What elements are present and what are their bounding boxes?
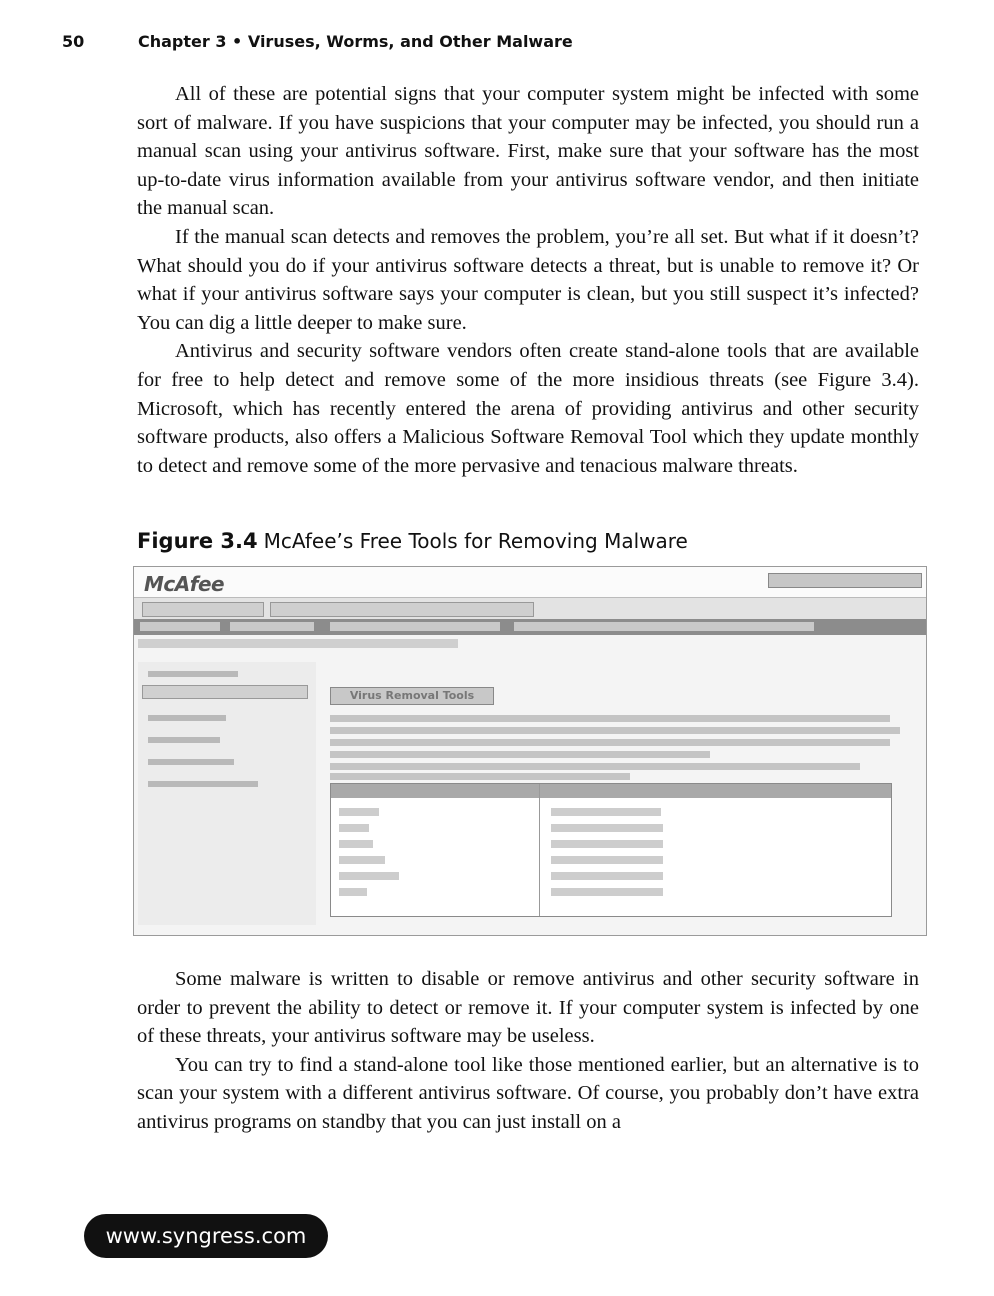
screenshot-table-cell: [551, 888, 663, 896]
screenshot-tabs: [134, 597, 926, 620]
screenshot-breadcrumb: [138, 639, 458, 648]
chapter-title: Chapter 3 • Viruses, Worms, and Other Malware: [138, 32, 573, 51]
paragraph: All of these are potential signs that your computer system might be infected with some sort of malware. If you have suspicions that your computer may be infected, you should run a manual scan using your antivirus software. First, make sure that your software has the most up-to-date virus information available from your antivirus software vendor, and then initiate the manual scan.: [137, 83, 919, 220]
page-number: 50: [62, 32, 85, 51]
screenshot-nav: [134, 619, 926, 635]
screenshot-sidebar-item: [148, 781, 258, 787]
paragraph: Antivirus and security software vendors often create stand-alone tools that are available for free to help detect and remove some of the more insidious threats (see Figure 3.4). Microsoft, which has recently entered the arena of providing antivirus and other security software products, also offers a Malicious Software Removal Tool which they update monthly to detect and remove some of the more pervasive and tenacious malware threats.: [137, 340, 919, 477]
paragraph: Some malware is written to disable or remove antivirus and other security software in order to prevent the ability to detect or remove it. If your computer system is infected by one of these threats, your antivirus software may be useless.: [137, 968, 919, 1048]
screenshot-table-cell: [551, 808, 661, 816]
screenshot-sidebar-item: [148, 759, 234, 765]
screenshot-table-cell: [339, 856, 385, 864]
screenshot-topbar: [134, 567, 926, 597]
screenshot-text-line: [330, 739, 890, 746]
screenshot-table-cell: [339, 824, 369, 832]
body-text-top: [137, 80, 919, 480]
screenshot-table-cell: [339, 840, 373, 848]
screenshot-table-cell: [551, 856, 663, 864]
paragraph: If the manual scan detects and removes the problem, you’re all set. But what if it doesn’t? What should you do if your antivirus software detects a threat, but is unable to remove it? Or what if your antivirus software says your computer is clean, but you still suspect it’s infected? You can dig a little deeper to make sure.: [137, 225, 919, 334]
screenshot-sidebar-item: [148, 737, 220, 743]
screenshot-text-line: [330, 751, 710, 758]
screenshot-tab: [142, 602, 264, 617]
screenshot-nav-item: [514, 622, 814, 631]
screenshot-table-cell: [551, 872, 663, 880]
figure-caption: [137, 529, 688, 553]
body-text-bottom: [137, 965, 919, 1137]
screenshot-sidebar-item: [148, 671, 238, 677]
screenshot-table-cell: [339, 872, 399, 880]
screenshot-nav-item: [230, 622, 314, 631]
figure-screenshot: [133, 566, 927, 936]
screenshot-sidebar-item: [148, 715, 226, 721]
screenshot-sidebar-selected: [142, 685, 308, 699]
screenshot-tab: [270, 602, 534, 617]
screenshot-table-header: [331, 784, 891, 798]
running-header: [62, 32, 573, 51]
screenshot-text-line: [330, 727, 900, 734]
screenshot-table-cell: [339, 888, 367, 896]
screenshot-text-line: [330, 773, 630, 780]
publisher-url-badge: www.syngress.com: [84, 1214, 328, 1258]
screenshot-table: [330, 783, 892, 917]
screenshot-table-cell: [339, 808, 379, 816]
screenshot-nav-item: [140, 622, 220, 631]
screenshot-table-divider: [539, 784, 540, 916]
screenshot-table-cell: [551, 824, 663, 832]
screenshot-sidebar: [138, 662, 316, 925]
screenshot-table-cell: [551, 840, 663, 848]
screenshot-text-line: [330, 715, 890, 722]
screenshot-text-line: [330, 763, 860, 770]
figure-caption-text: McAfee’s Free Tools for Removing Malware: [263, 529, 688, 553]
screenshot-nav-item: [330, 622, 500, 631]
paragraph: You can try to find a stand-alone tool like those mentioned earlier, but an alternative is to scan your system with a different antivirus software. Of course, you probably don’t have extra antivirus programs on standby that you can just install on a: [137, 1053, 919, 1133]
figure-label: Figure 3.4: [137, 529, 258, 553]
screenshot-heading: Virus Removal Tools: [330, 687, 494, 705]
screenshot-top-links: [768, 573, 922, 588]
mcafee-logo: McAfee: [144, 572, 225, 596]
